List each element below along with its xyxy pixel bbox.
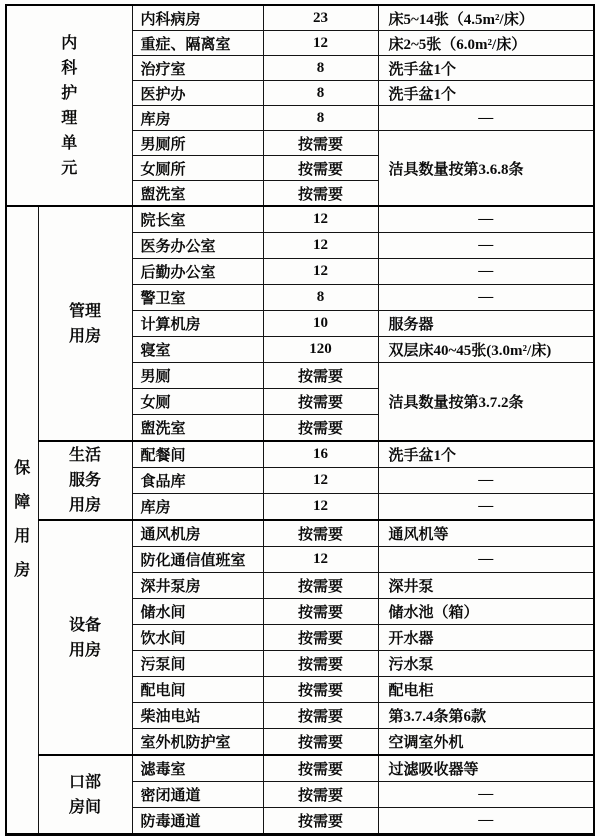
note-cell: 第3.7.4条第6款 — [378, 703, 594, 729]
room-name-cell: 防化通信值班室 — [132, 547, 263, 573]
category-header-cell — [6, 5, 132, 206]
room-name-cell: 后勤办公室 — [132, 259, 263, 285]
room-name-cell: 库房 — [132, 494, 263, 521]
note-cell: — — [378, 285, 594, 311]
room-name-cell: 室外机防护室 — [132, 729, 263, 756]
note-cell: — — [378, 782, 594, 808]
category-header-cell — [38, 206, 132, 441]
area-value-cell: 按需要 — [263, 625, 378, 651]
room-name-cell: 内科病房 — [132, 5, 263, 31]
table-row — [6, 5, 594, 31]
area-value-cell: 按需要 — [263, 363, 378, 389]
area-value-cell: 按需要 — [263, 389, 378, 415]
note-cell: 深井泵 — [378, 573, 594, 599]
room-name-cell: 配餐间 — [132, 441, 263, 468]
category-header-cell — [38, 441, 132, 520]
area-value-cell: 12 — [263, 468, 378, 494]
area-value-cell: 12 — [263, 31, 378, 56]
area-value-cell: 按需要 — [263, 808, 378, 835]
area-value-cell: 按需要 — [263, 415, 378, 442]
note-cell: 开水器 — [378, 625, 594, 651]
note-cell: 洗手盆1个 — [378, 56, 594, 81]
area-value-cell: 按需要 — [263, 520, 378, 547]
area-value-cell: 12 — [263, 494, 378, 521]
room-name-cell: 储水间 — [132, 599, 263, 625]
category-header-label: 内科护理单元 — [61, 34, 78, 177]
area-value-cell: 12 — [263, 259, 378, 285]
room-name-cell: 食品库 — [132, 468, 263, 494]
room-name-cell: 医务办公室 — [132, 233, 263, 259]
area-value-cell: 12 — [263, 233, 378, 259]
room-name-cell: 柴油电站 — [132, 703, 263, 729]
note-cell: — — [378, 259, 594, 285]
room-name-cell: 污泵间 — [132, 651, 263, 677]
area-value-cell: 按需要 — [263, 156, 378, 181]
note-cell: 洁具数量按第3.7.2条 — [378, 363, 594, 442]
room-spec-table — [5, 4, 595, 836]
area-value-cell: 8 — [263, 285, 378, 311]
note-cell: — — [378, 233, 594, 259]
note-cell: 洗手盆1个 — [378, 81, 594, 106]
room-spec-table-body — [6, 5, 594, 835]
note-cell: — — [378, 808, 594, 835]
room-name-cell: 女厕 — [132, 389, 263, 415]
area-value-cell: 12 — [263, 206, 378, 233]
room-name-cell: 滤毒室 — [132, 755, 263, 782]
category-header-cell — [38, 755, 132, 835]
area-value-cell: 12 — [263, 547, 378, 573]
area-value-cell: 按需要 — [263, 782, 378, 808]
note-cell: — — [378, 468, 594, 494]
room-name-cell: 库房 — [132, 106, 263, 131]
note-cell: — — [378, 547, 594, 573]
room-name-cell: 配电间 — [132, 677, 263, 703]
room-name-cell: 院长室 — [132, 206, 263, 233]
category-header-label: 口部房间 — [68, 773, 101, 816]
room-name-cell: 重症、隔离室 — [132, 31, 263, 56]
note-cell: 服务器 — [378, 311, 594, 337]
table-row — [6, 520, 594, 547]
area-value-cell: 按需要 — [263, 599, 378, 625]
note-cell: 洁具数量按第3.6.8条 — [378, 131, 594, 207]
room-name-cell: 男厕所 — [132, 131, 263, 156]
note-cell: — — [378, 106, 594, 131]
table-row — [6, 755, 594, 782]
note-cell: — — [378, 206, 594, 233]
room-name-cell: 男厕 — [132, 363, 263, 389]
category-header-label: 生活服务用房 — [68, 447, 101, 514]
table-row — [6, 441, 594, 468]
area-value-cell: 10 — [263, 311, 378, 337]
area-value-cell: 23 — [263, 5, 378, 31]
note-cell: 双层床40~45张(3.0m²/床) — [378, 337, 594, 363]
area-value-cell: 按需要 — [263, 677, 378, 703]
note-cell: 过滤吸收器等 — [378, 755, 594, 782]
area-value-cell: 8 — [263, 106, 378, 131]
note-cell: 空调室外机 — [378, 729, 594, 756]
area-value-cell: 8 — [263, 81, 378, 106]
note-cell: 储水池（箱） — [378, 599, 594, 625]
room-name-cell: 计算机房 — [132, 311, 263, 337]
room-name-cell: 警卫室 — [132, 285, 263, 311]
room-name-cell: 寝室 — [132, 337, 263, 363]
group-header-cell — [6, 206, 38, 835]
room-name-cell: 密闭通道 — [132, 782, 263, 808]
room-name-cell: 盥洗室 — [132, 415, 263, 442]
area-value-cell: 按需要 — [263, 651, 378, 677]
area-value-cell: 按需要 — [263, 729, 378, 756]
room-name-cell: 防毒通道 — [132, 808, 263, 835]
note-cell: 床5~14张（4.5m²/床） — [378, 5, 594, 31]
category-header-label: 设备用房 — [68, 616, 101, 659]
group-header-label: 保障用房 — [14, 460, 31, 579]
room-name-cell: 饮水间 — [132, 625, 263, 651]
note-cell: 通风机等 — [378, 520, 594, 547]
area-value-cell: 按需要 — [263, 755, 378, 782]
area-value-cell: 8 — [263, 56, 378, 81]
category-header-cell — [38, 520, 132, 755]
room-name-cell: 深井泵房 — [132, 573, 263, 599]
area-value-cell: 按需要 — [263, 131, 378, 156]
note-cell: 床2~5张（6.0m²/床） — [378, 31, 594, 56]
table-row — [6, 206, 594, 233]
note-cell: 污水泵 — [378, 651, 594, 677]
area-value-cell: 按需要 — [263, 703, 378, 729]
room-name-cell: 治疗室 — [132, 56, 263, 81]
area-value-cell: 按需要 — [263, 573, 378, 599]
room-name-cell: 通风机房 — [132, 520, 263, 547]
room-name-cell: 女厕所 — [132, 156, 263, 181]
note-cell: 配电柜 — [378, 677, 594, 703]
note-cell: 洗手盆1个 — [378, 441, 594, 468]
room-name-cell: 医护办 — [132, 81, 263, 106]
note-cell: — — [378, 494, 594, 521]
area-value-cell: 120 — [263, 337, 378, 363]
area-value-cell: 按需要 — [263, 181, 378, 207]
area-value-cell: 16 — [263, 441, 378, 468]
room-name-cell: 盥洗室 — [132, 181, 263, 207]
category-header-label: 管理用房 — [68, 302, 101, 345]
